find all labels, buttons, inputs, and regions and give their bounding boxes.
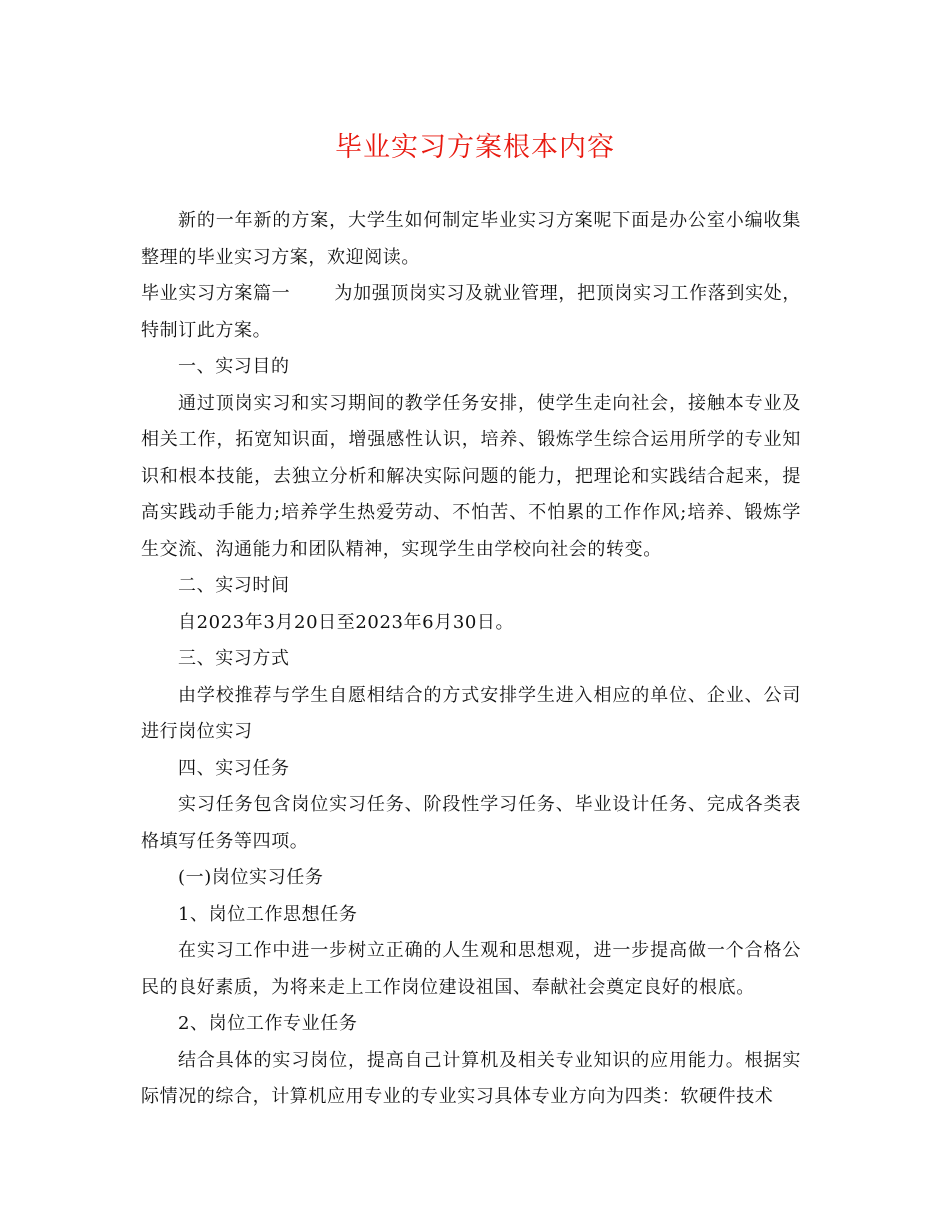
- professional-paragraph: 结合具体的实习岗位，提高自己计算机及相关专业知识的应用能力。根据实际情况的综合，计算机应用专业的专业实习具体专业方向为四类：软硬件技术: [141, 1049, 801, 1107]
- purpose-paragraph: 通过顶岗实习和实习期间的教学任务安排，使学生走向社会，接触本专业及相关工作，拓宽知识面，增强感性认识，培养、锻炼学生综合运用所学的专业知识和根本技能，去独立分析和解决实际问题的能力，把理论和实践结合起来，提高实践动手能力;培养学生热爱劳动、不怕苦、不怕累的工作作风;培养、锻炼学生交流、沟通能力和团队精神，实现学生由学校向社会的转变。: [141, 392, 801, 560]
- plan-paragraph: [141, 276, 801, 349]
- heading-method: 三、实习方式: [178, 648, 290, 669]
- plan-text: 为加强顶岗实习及就业管理，把顶岗实习工作落到实处，特制订此方案。: [141, 283, 801, 341]
- ideology-paragraph: 在实习工作中进一步树立正确的人生观和思想观，进一步提高做一个合格公民的良好素质，为将来走上工作岗位建设祖国、奉献社会奠定良好的根底。: [141, 940, 801, 998]
- plan-label: 毕业实习方案篇一: [141, 283, 291, 304]
- subheading-professional: 2、岗位工作专业任务: [178, 1013, 358, 1034]
- document-body: [141, 203, 801, 1116]
- heading-time: 二、实习时间: [178, 575, 290, 596]
- document-title: 毕业实习方案根本内容: [335, 132, 615, 163]
- subheading-post-tasks: (一)岗位实习任务: [178, 867, 324, 888]
- heading-purpose: 一、实习目的: [178, 356, 290, 377]
- method-paragraph: 由学校推荐与学生自愿相结合的方式安排学生进入相应的单位、企业、公司进行岗位实习: [141, 684, 801, 742]
- time-paragraph: 自2023年3月20日至2023年6月30日。: [178, 611, 515, 633]
- tasks-paragraph: 实习任务包含岗位实习任务、阶段性学习任务、毕业设计任务、完成各类表格填写任务等四项。: [141, 794, 801, 852]
- intro-paragraph: 新的一年新的方案，大学生如何制定毕业实习方案呢下面是办公室小编收集整理的毕业实习方案，欢迎阅读。: [141, 210, 801, 268]
- heading-tasks: 四、实习任务: [178, 757, 290, 779]
- subheading-ideology: 1、岗位工作思想任务: [178, 903, 358, 925]
